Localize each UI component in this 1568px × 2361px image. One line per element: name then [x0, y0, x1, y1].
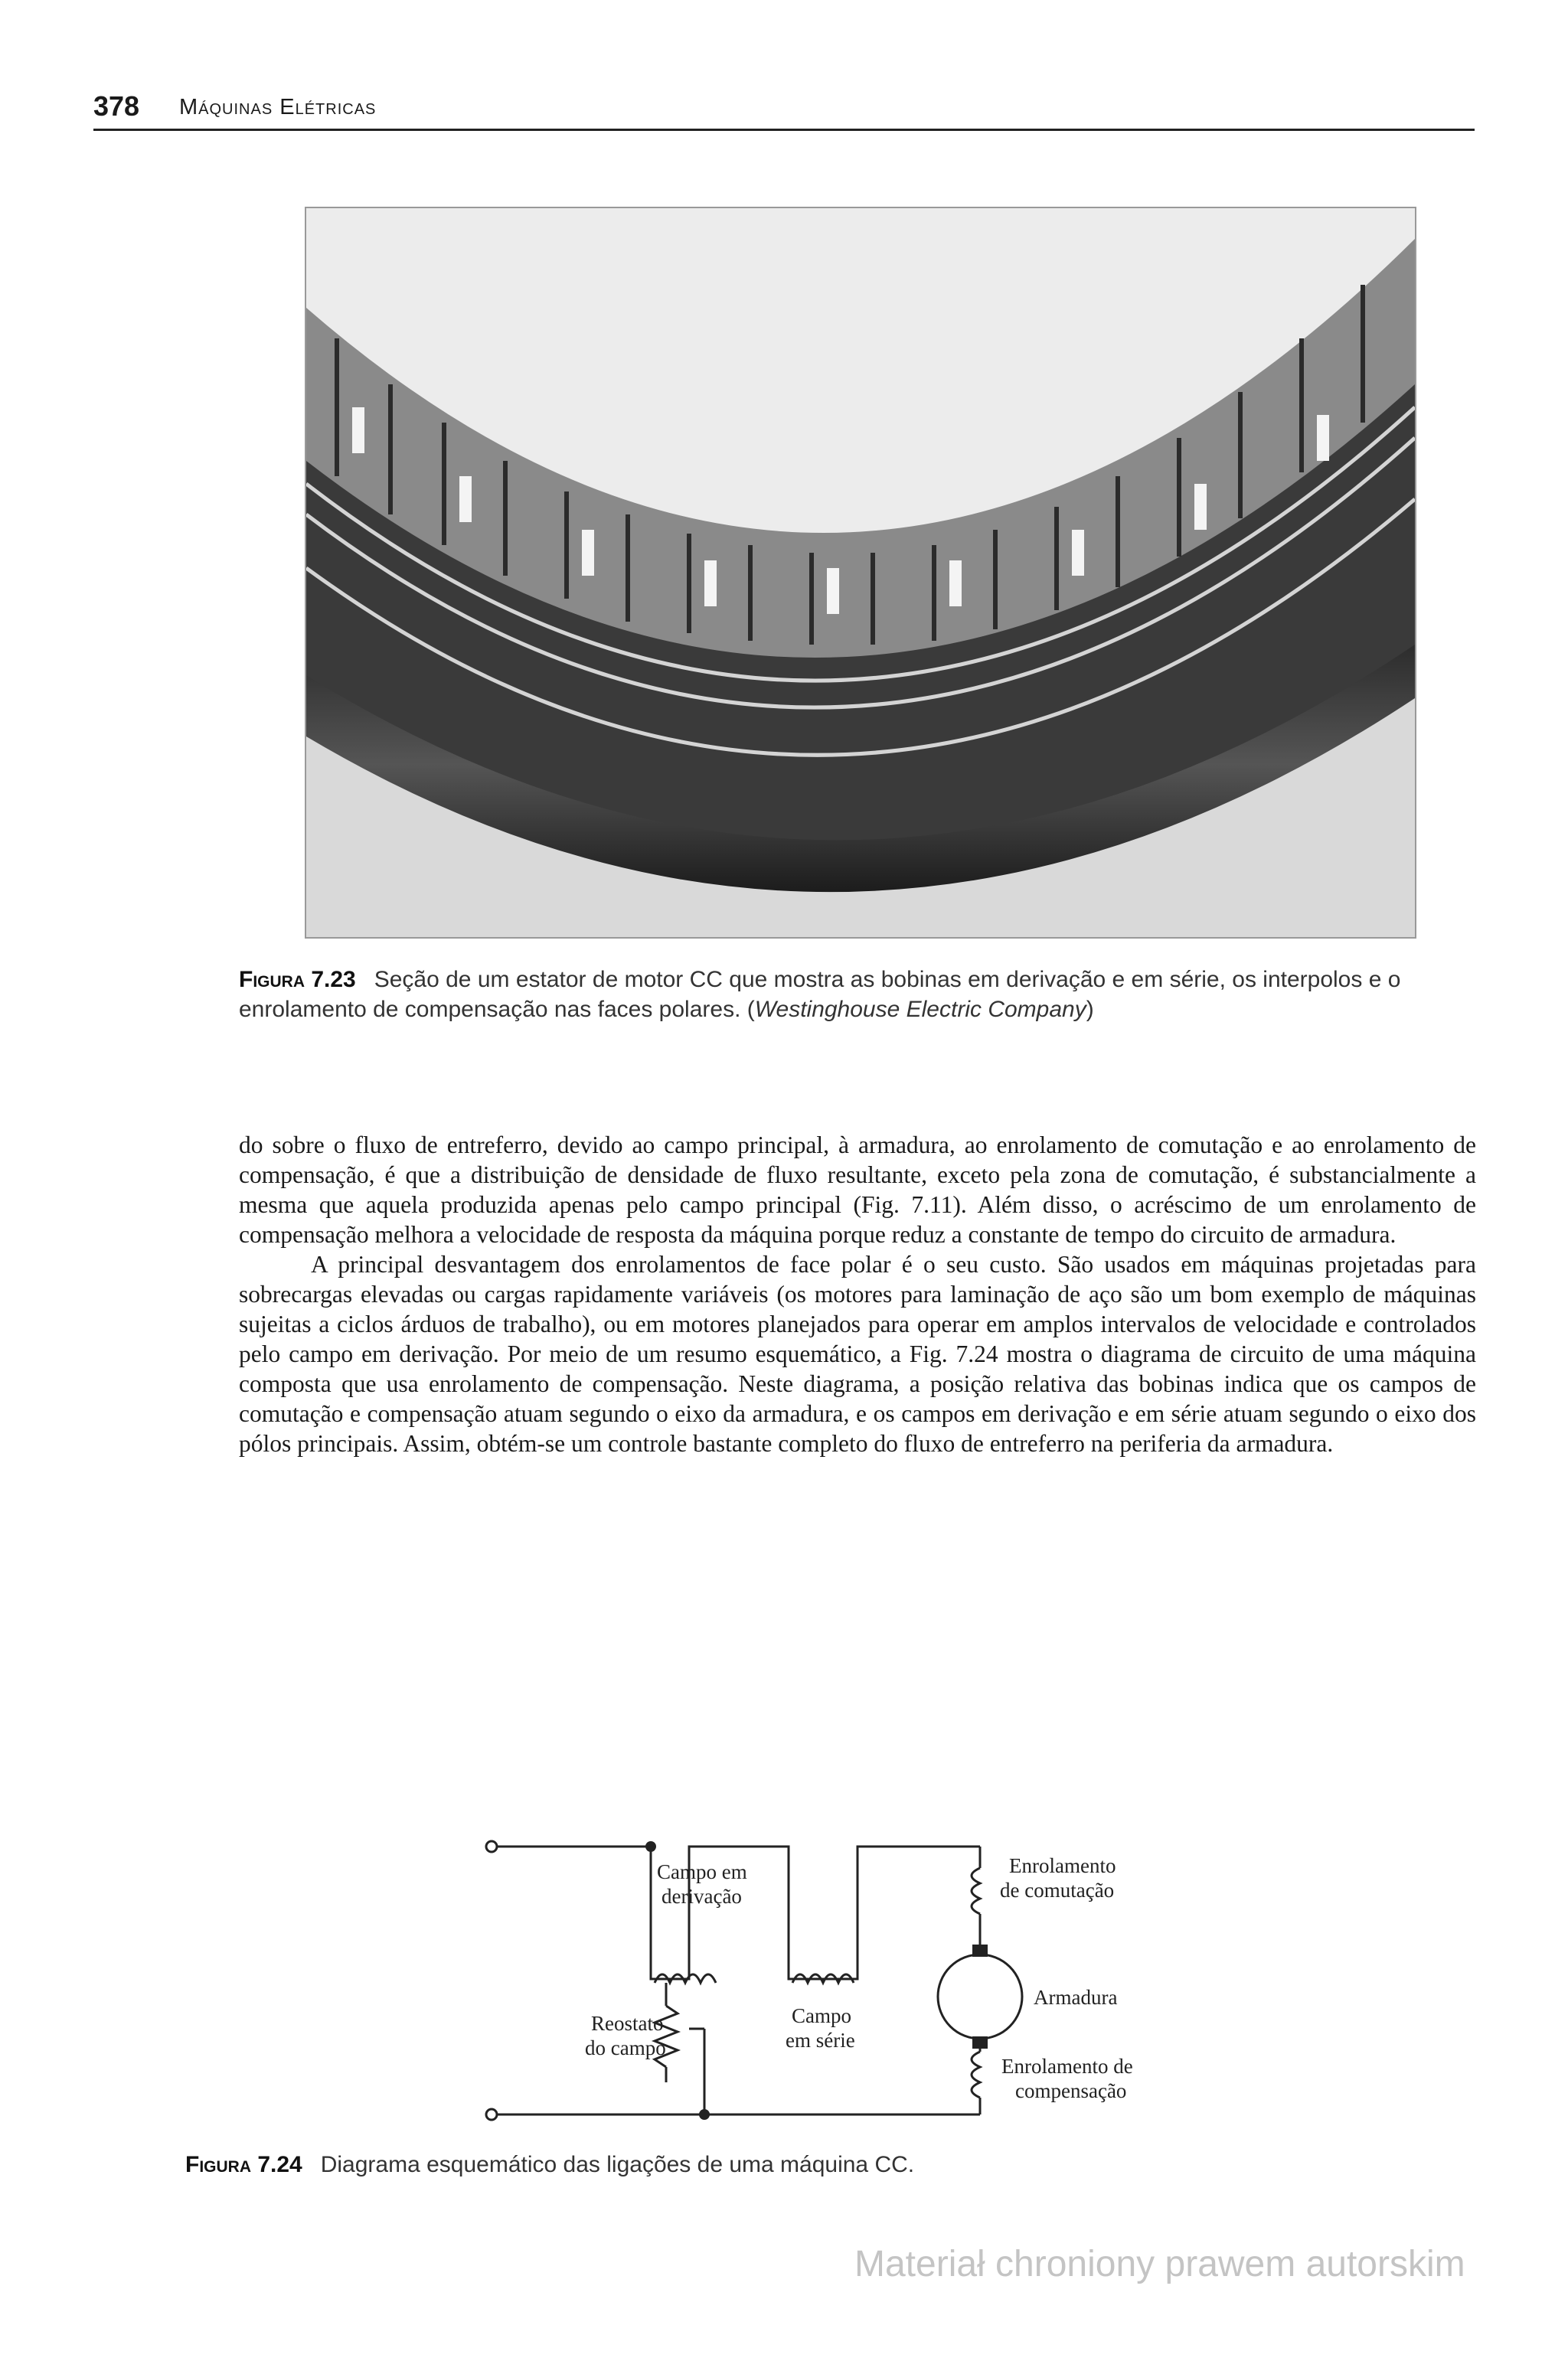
- figure-label: Figura 7.24: [185, 2152, 302, 2177]
- figure-7-24-caption: [185, 2150, 1487, 2180]
- paragraph-2: A principal desvantagem dos enrolamentos de face polar é o seu custo. São usados em máquinas projetadas para sobrecargas elevadas ou cargas rapidamente variáveis (os motores para laminação de aço são um bom exemplo de máquinas sujeitas a ciclos árduos de trabalho), ou em motores planejados para operar em amplos intervalos de velocidade e controlados pelo campo em derivação. Por meio de um resumo esquemático, a Fig. 7.24 mostra o diagrama de circuito de uma máquina composta que usa enrolamento de compensação. Neste diagrama, a posição relativa das bobinas indica que os campos de comutação e compensação atuam segundo o eixo da armadura, e os campos em derivação e em série atuam segundo o eixo dos pólos principais. Assim, obtém-se um controle bastante completo do fluxo de entreferro na periferia da armadura.: [239, 1251, 1476, 1457]
- label-compensating-2: compensação: [1015, 2079, 1127, 2102]
- caption-source: Westinghouse Electric Company: [754, 997, 1086, 1022]
- figure-7-23-caption: [239, 965, 1476, 1024]
- label-rheostat-2: do campo: [585, 2036, 666, 2059]
- label-armature: Armadura: [1034, 1986, 1118, 2009]
- label-shunt-field-1: Campo em: [657, 1860, 747, 1883]
- caption-text: Seção de um estator de motor CC que mostra as bobinas em derivação e em série, os interpolos e o enrolamento de compensação nas faces polares. (: [239, 967, 1401, 1022]
- label-compensating-1: Enrolamento de: [1001, 2055, 1133, 2078]
- figure-label: Figura 7.23: [239, 967, 356, 992]
- caption-end: ): [1086, 997, 1094, 1022]
- caption-text: Diagrama esquemático das ligações de uma máquina CC.: [320, 2152, 915, 2177]
- label-series-field-2: em série: [786, 2029, 855, 2052]
- watermark: Materiał chroniony prawem autorskim: [854, 2244, 1465, 2284]
- page-header: [93, 86, 1475, 131]
- paragraph-1: do sobre o fluxo de entreferro, devido ao campo principal, à armadura, ao enrolamento de comutação e ao enrolamento de compensação, é que a distribuição de densidade de fluxo resultante, exceto pela zona de comutação, é substancialmente a mesma que aquela produzida apenas pelo campo principal (Fig. 7.11). Além disso, o acréscimo de um enrolamento de compensação melhora a velocidade de resposta da máquina porque reduz a constante de tempo do circuito de armadura.: [239, 1132, 1476, 1248]
- label-rheostat-1: Reostato: [591, 2012, 664, 2035]
- label-commutating-1: Enrolamento: [1009, 1854, 1116, 1877]
- body-text: [239, 1130, 1476, 1458]
- running-title: Máquinas Elétricas: [179, 95, 377, 119]
- page-number: 378: [93, 90, 140, 122]
- label-series-field-1: Campo: [792, 2004, 851, 2027]
- stator-photo: [305, 207, 1416, 939]
- label-commutating-2: de comutação: [1000, 1879, 1115, 1902]
- circuit-diagram: [475, 1830, 1240, 2136]
- label-shunt-field-2: derivação: [662, 1885, 742, 1908]
